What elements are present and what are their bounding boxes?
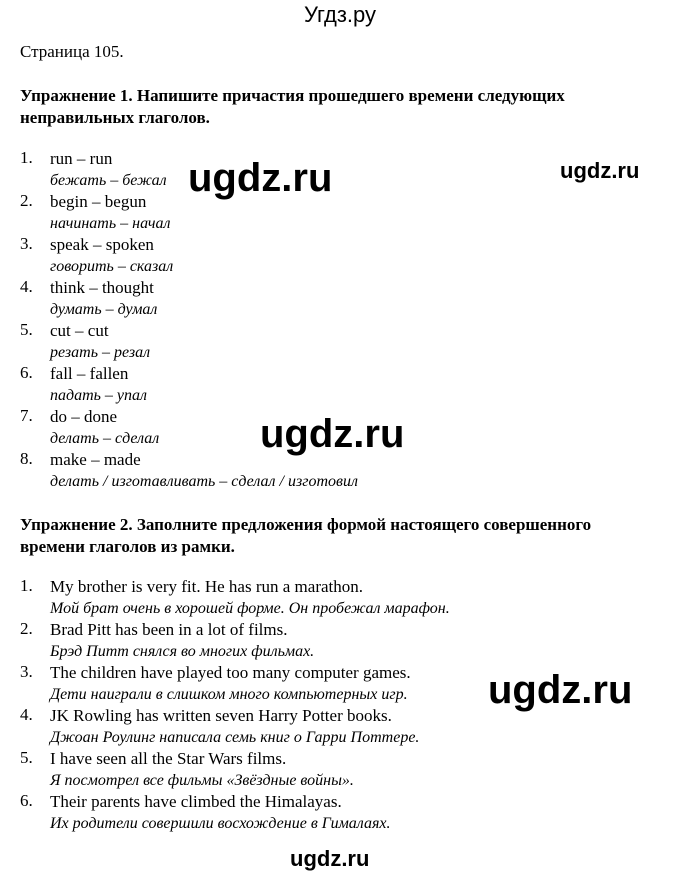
watermark: ugdz.ru [560, 158, 640, 183]
verb-forms: cut – cut [50, 321, 109, 340]
item-number: 6. [20, 791, 33, 810]
item-number: 6. [20, 363, 33, 382]
item-number: 3. [20, 662, 33, 681]
verb-forms: do – done [50, 407, 118, 426]
sentence-english: JK Rowling has written seven Harry Potter books. [50, 706, 392, 725]
exercise2-item [20, 705, 450, 748]
sentence-translation: Джоан Роулинг написала семь книг о Гарри Поттере. [50, 728, 420, 746]
item-number: 8. [20, 449, 33, 468]
verb-forms: fall – fallen [50, 364, 129, 383]
exercise2-item [20, 619, 450, 662]
exercise1-item [20, 277, 358, 320]
item-number: 1. [20, 576, 33, 595]
exercise2-item [20, 791, 450, 834]
verb-forms: think – thought [50, 278, 154, 297]
verb-translation: говорить – сказал [50, 257, 174, 275]
sentence-english: The children have played too many computer games. [50, 663, 411, 682]
watermark: ugdz.ru [488, 668, 633, 712]
verb-forms: speak – spoken [50, 235, 154, 254]
sentence-translation: Я посмотрел все фильмы «Звёздные войны». [50, 771, 354, 789]
sentence-translation: Их родители совершили восхождение в Гималаях. [50, 814, 391, 832]
verb-translation: бежать – бежал [50, 171, 167, 189]
verb-translation: делать / изготавливать – сделал / изготовил [50, 472, 358, 490]
exercise2-item [20, 662, 450, 705]
verb-forms: run – run [50, 149, 113, 168]
verb-translation: начинать – начал [50, 214, 171, 232]
watermark: ugdz.ru [188, 156, 333, 200]
item-number: 3. [20, 234, 33, 253]
sentence-english: My brother is very fit. He has run a marathon. [50, 577, 363, 596]
page-label: Страница 105. [20, 42, 124, 61]
verb-translation: резать – резал [50, 343, 151, 361]
exercise2-item [20, 748, 450, 791]
sentence-english: Brad Pitt has been in a lot of films. [50, 620, 288, 639]
watermark: ugdz.ru [290, 846, 370, 871]
exercise1-item [20, 320, 358, 363]
item-number: 1. [20, 148, 33, 167]
site-title: Угдз.ру [303, 2, 377, 27]
exercise1-item [20, 363, 358, 406]
item-number: 5. [20, 320, 33, 339]
verb-translation: падать – упал [50, 386, 148, 404]
sentence-english: Their parents have climbed the Himalayas. [50, 792, 342, 811]
watermark: ugdz.ru [260, 412, 405, 456]
sentence-english: I have seen all the Star Wars films. [50, 749, 287, 768]
exercise2-heading: Упражнение 2. Заполните предложения формой настоящего совершенного времени глаголов из рамки. [20, 515, 592, 556]
item-number: 2. [20, 619, 33, 638]
item-number: 2. [20, 191, 33, 210]
sentence-translation: Дети наиграли в слишком много компьютерных игр. [50, 685, 408, 703]
item-number: 4. [20, 277, 33, 296]
verb-translation: думать – думал [50, 300, 158, 318]
exercise2-item [20, 576, 450, 619]
verb-translation: делать – сделал [50, 429, 160, 447]
sentence-translation: Мой брат очень в хорошей форме. Он пробежал марафон. [50, 599, 450, 617]
exercise2-list [20, 576, 450, 834]
verb-forms: make – made [50, 450, 141, 469]
verb-forms: begin – begun [50, 192, 147, 211]
exercise1-heading: Упражнение 1. Напишите причастия прошедшего времени следующих неправильных глаголов. [20, 86, 565, 127]
item-number: 4. [20, 705, 33, 724]
item-number: 7. [20, 406, 33, 425]
sentence-translation: Брэд Питт снялся во многих фильмах. [50, 642, 315, 660]
item-number: 5. [20, 748, 33, 767]
exercise1-item [20, 234, 358, 277]
